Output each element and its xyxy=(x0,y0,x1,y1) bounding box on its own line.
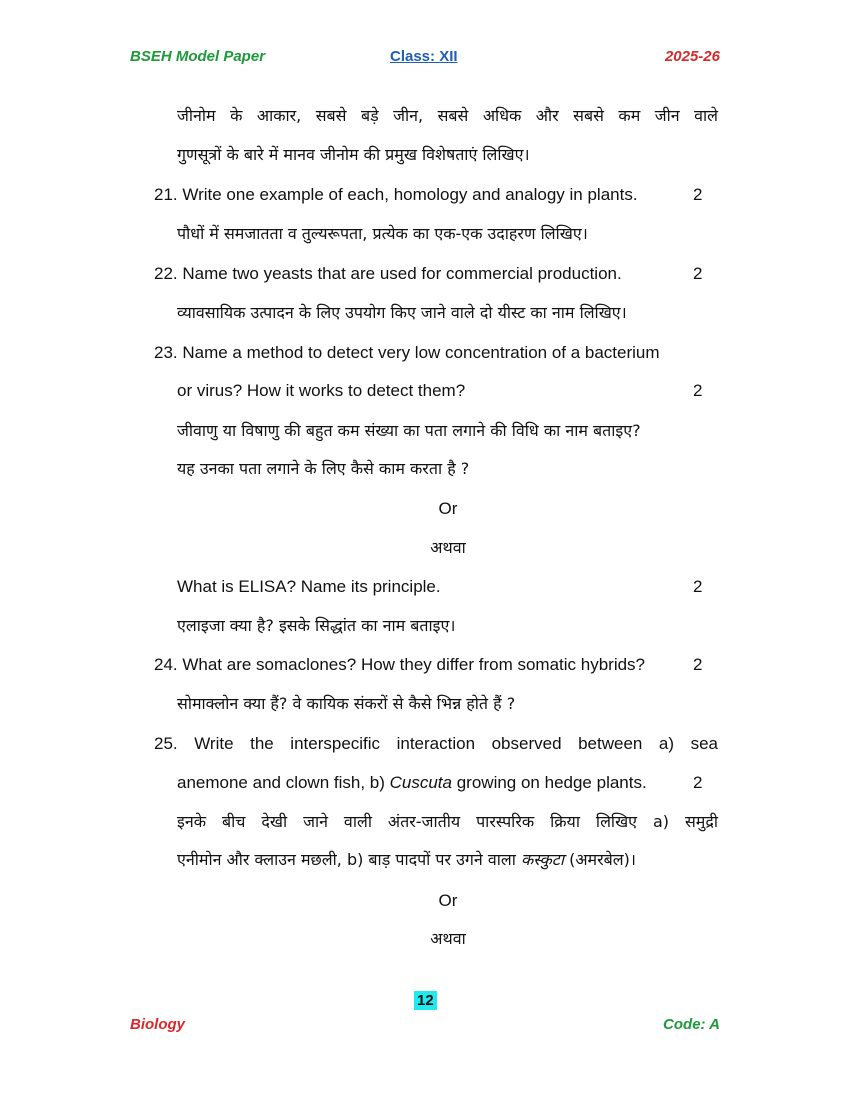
header-session: 2025-26 xyxy=(664,48,720,65)
q21-english: 21. Write one example of each, homology and analogy in plants. xyxy=(154,185,638,204)
q22-english: 22. Name two yeasts that are used for commercial production. xyxy=(154,264,622,283)
q22-hindi: व्यावसायिक उत्पादन के लिए उपयोग किए जाने वाले दो यीस्ट का नाम लिखिए। xyxy=(177,303,627,322)
page-number: 12 xyxy=(414,991,437,1010)
q23-marks: 2 xyxy=(693,381,703,400)
q25-or-english: Or xyxy=(438,891,458,910)
q24-marks: 2 xyxy=(693,655,703,674)
q24-hindi: सोमाक्लोन क्या हैं? वे कायिक संकरों से कैसे भिन्न होते हैं ? xyxy=(177,694,516,713)
q25-english-line-2 xyxy=(177,772,647,794)
q23-alternative-marks: 2 xyxy=(693,577,703,596)
q23-alternative-hindi: एलाइजा क्या है? इसके सिद्धांत का नाम बताइए। xyxy=(177,616,456,635)
q25-cuscuta-hindi-italic: कस्कुटा xyxy=(520,850,564,869)
q24-english: 24. What are somaclones? How they differ from somatic hybrids? xyxy=(154,655,646,674)
intro-hindi-line-1: जीनोम के आकार, सबसे बड़े जीन, सबसे अधिक और सबसे कम जीन वाले xyxy=(177,106,718,125)
header-class: Class: XII xyxy=(390,48,458,65)
page-header xyxy=(130,48,720,70)
q25-english-line-2-part-a: anemone and clown fish, b) xyxy=(177,773,390,792)
q23-hindi-line-2: यह उनका पता लगाने के लिए कैसे काम करता है ? xyxy=(177,459,470,478)
q23-or-english: Or xyxy=(438,499,458,518)
q25-or-hindi: अथवा xyxy=(430,929,466,948)
q25-hindi-line-2 xyxy=(177,849,636,871)
q25-english-line-2-part-b: growing on hedge plants. xyxy=(452,773,647,792)
q25-hindi-line-2-part-a: एनीमोन और क्लाउन मछली, b) बाड़ पादपों पर उगने वाला xyxy=(177,850,521,869)
q23-alternative-english: What is ELISA? Name its principle. xyxy=(177,577,441,596)
q23-english-line-2: or virus? How it works to detect them? xyxy=(177,381,466,400)
q21-hindi: पौधों में समजातता व तुल्यरूपता, प्रत्येक का एक-एक उदाहरण लिखिए। xyxy=(177,224,588,243)
footer-code: Code: A xyxy=(663,1016,720,1033)
q25-cuscuta-italic: Cuscuta xyxy=(389,773,452,792)
q23-hindi-line-1: जीवाणु या विषाणु की बहुत कम संख्या का पता लगाने की विधि का नाम बताइए? xyxy=(177,421,641,440)
q25-english-line-1: 25. Write the interspecific interaction observed between a) sea xyxy=(154,734,718,753)
q23-english-line-1: 23. Name a method to detect very low concentration of a bacterium xyxy=(154,343,660,362)
intro-hindi-line-2: गुणसूत्रों के बारे में मानव जीनोम की प्रमुख विशेषताएं लिखिए। xyxy=(177,145,530,164)
q23-or-hindi: अथवा xyxy=(430,538,466,557)
footer-subject: Biology xyxy=(130,1016,185,1033)
q22-marks: 2 xyxy=(693,264,703,283)
q25-hindi-line-1: इनके बीच देखी जाने वाली अंतर-जातीय पारस्परिक क्रिया लिखिए a) समुद्री xyxy=(177,812,718,831)
q21-marks: 2 xyxy=(693,185,703,204)
header-board-title: BSEH Model Paper xyxy=(130,48,266,65)
q25-marks: 2 xyxy=(693,773,703,792)
q25-hindi-line-2-part-b: (अमरबेल)। xyxy=(564,850,636,869)
